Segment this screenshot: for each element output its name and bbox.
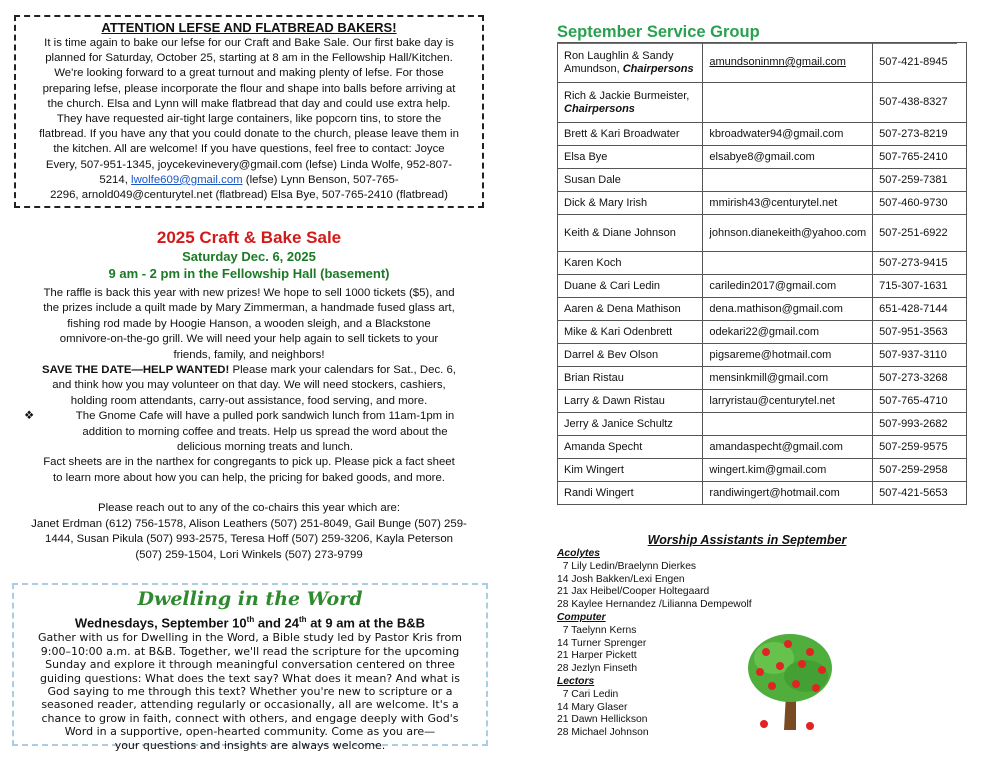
service-name: Amanda Specht	[564, 440, 643, 453]
service-phone: 507-438-8327	[873, 83, 967, 123]
save-the-date-paragraph	[14, 363, 484, 409]
save-text: Please mark your calendars for Sat., Dec. 6,	[229, 364, 456, 377]
service-email[interactable]: cariledin2017@gmail.com	[703, 275, 873, 298]
worship-assignment: 14 Turner Sprenger	[557, 637, 647, 649]
service-row	[558, 459, 967, 482]
cochairs-paragraph	[14, 501, 484, 563]
service-phone: 507-259-9575	[873, 436, 967, 459]
save-the-date-label: SAVE THE DATE—HELP WANTED!	[42, 364, 230, 377]
service-name-cell	[558, 367, 703, 390]
service-name-cell	[558, 252, 703, 275]
service-row	[558, 390, 967, 413]
worship-assignment: 21 Jax Heibel/Cooper Holtegaard	[557, 586, 710, 598]
cochairs-line: (507) 259-1504, Lori Winkels (507) 273-9799	[135, 548, 363, 561]
service-phone: 507-765-4710	[873, 390, 967, 413]
service-row	[558, 413, 967, 436]
lefse-line	[22, 173, 476, 188]
worship-section-label: Lectors	[557, 675, 595, 687]
worship-assignment: 21 Harper Pickett	[557, 650, 637, 662]
service-name-cell	[558, 390, 703, 413]
service-name-cell	[558, 482, 703, 505]
service-email[interactable]: amundsoninmn@gmail.com	[703, 43, 873, 83]
service-name-cell	[558, 298, 703, 321]
schedule-text: Wednesdays, September 10	[74, 615, 247, 631]
raffle-line: the prizes include a quilt made by Mary Zimmerman, a handmade fused glass art,	[43, 302, 455, 315]
service-name: Aaren & Dena Mathison	[564, 302, 681, 315]
cochairs-line: 1444, Susan Pikula (507) 993-2575, Teresa Hoff (507) 259-3206, Kayla Peterson	[44, 533, 453, 546]
service-phone: 651-428-7144	[873, 298, 967, 321]
service-row	[558, 298, 967, 321]
service-name: Karen Koch	[564, 256, 622, 269]
service-row	[558, 215, 967, 252]
service-phone: 507-460-9730	[873, 192, 967, 215]
service-name-cell	[558, 169, 703, 192]
raffle-paragraph	[14, 286, 484, 363]
service-name: Duane & Cari Ledin	[564, 279, 661, 292]
craft-sale-title: 2025 Craft & Bake Sale	[156, 228, 342, 247]
service-email	[703, 252, 873, 275]
lefse-line: They have requested air-tight large containers, like popcorn tins, to store the	[56, 113, 442, 126]
service-phone: 507-993-2682	[873, 413, 967, 436]
service-email[interactable]: elsabye8@gmail.com	[703, 146, 873, 169]
service-phone: 507-951-3563	[873, 321, 967, 344]
diamond-bullet-icon: ❖	[24, 410, 35, 423]
worship-section-label: Acolytes	[557, 548, 600, 559]
bullet-line: delicious morning treats and lunch.	[176, 441, 354, 454]
service-name-cell	[558, 275, 703, 298]
worship-assignment: 7 Cari Ledin	[557, 688, 619, 700]
service-email[interactable]: pigsareme@hotmail.com	[703, 344, 873, 367]
lefse-text: (lefse) Lynn Benson, 507-765-	[242, 173, 399, 186]
worship-assignment: 21 Dawn Hellickson	[557, 714, 648, 726]
dwelling-schedule	[20, 611, 480, 631]
lefse-text: 5214,	[99, 173, 132, 186]
service-phone: 507-273-8219	[873, 123, 967, 146]
dwelling-line: chance to grow in faith, connect with others, and engage deeply with God's	[41, 711, 459, 725]
lefse-line: flatbread. If you have any that you could donate to the church, please leave them in	[39, 128, 459, 141]
service-name-cell	[558, 321, 703, 344]
service-name: Kim Wingert	[564, 463, 624, 476]
worship-assignment: 28 Michael Johnson	[557, 727, 649, 739]
service-row	[558, 252, 967, 275]
service-email[interactable]: odekari22@gmail.com	[703, 321, 873, 344]
lefse-line: 2296, arnold049@centurytel.net (flatbread) Elsa Bye, 507-765-2410 (flatbread)	[50, 189, 448, 202]
service-name-cell	[558, 459, 703, 482]
service-phone: 507-421-8945	[873, 43, 967, 83]
craft-sale-section	[14, 228, 484, 563]
service-name: Ron Laughlin & Sandy Amundson,	[564, 49, 674, 75]
gnome-cafe-text	[46, 409, 484, 455]
lefse-notice-box	[14, 15, 484, 208]
service-row	[558, 436, 967, 459]
dwelling-line: guiding questions: What does the text say? What does it mean? And what is	[40, 671, 460, 685]
service-email[interactable]: johnson.dianekeith@yahoo.com	[703, 215, 873, 252]
raffle-line: fishing rod made by Hoogie Hanson, a wooden sleigh, and a Blackstone	[67, 317, 431, 330]
service-group-title: September Service Group	[557, 22, 957, 44]
schedule-text: and 24	[254, 615, 300, 631]
service-email	[703, 83, 873, 123]
service-name: Keith & Diane Johnson	[564, 226, 676, 239]
save-line: and think how you may volunteer on that day. We will need stockers, cashiers,	[52, 379, 446, 392]
service-row	[558, 275, 967, 298]
bullet-line: addition to morning coffee and treats. Help us spread the word about the	[82, 425, 448, 438]
save-line: holding room attendants, carry-out assistance, food serving, and more.	[70, 394, 428, 407]
fact-sheets-paragraph	[14, 455, 484, 486]
fact-line: Fact sheets are in the narthex for congregants to pick up. Please pick a fact sheet	[43, 456, 455, 469]
dwelling-line: 9:00–10:00 a.m. at B&B. Together, we'll read the scripture for the upcoming	[40, 644, 460, 658]
raffle-line: friends, family, and neighbors!	[173, 348, 325, 361]
service-name-cell	[558, 344, 703, 367]
service-row	[558, 169, 967, 192]
service-name: Elsa Bye	[564, 150, 608, 163]
worship-section-label: Computer	[557, 611, 606, 623]
service-phone: 507-273-3268	[873, 367, 967, 390]
service-name: Randi Wingert	[564, 486, 634, 499]
service-phone: 507-273-9415	[873, 252, 967, 275]
craft-sale-time: 9 am - 2 pm in the Fellowship Hall (basement)	[108, 266, 390, 281]
service-email	[703, 413, 873, 436]
lefse-line: Every, 507-951-1345, joycekevinevery@gmail.com (lefse) Linda Wolfe, 952-807-	[45, 158, 453, 171]
service-row	[558, 367, 967, 390]
lefse-heading: ATTENTION LEFSE AND FLATBREAD BAKERS!	[101, 20, 397, 35]
cochairs-line: Please reach out to any of the co-chairs this year which are:	[97, 502, 400, 515]
service-row	[558, 43, 967, 83]
schedule-text: at 9 am at the B&B	[306, 615, 426, 631]
worship-assignment: 7 Lily Ledin/Braelynn Dierkes	[557, 560, 697, 572]
service-row	[558, 192, 967, 215]
service-phone: 715-307-1631	[873, 275, 967, 298]
chairperson-role: Chairpersons	[564, 102, 635, 115]
worship-assignment: 7 Taelynn Kerns	[557, 624, 637, 636]
dwelling-line: Sunday and explore it through meaningful conversation centered on three	[45, 658, 455, 672]
worship-assignment: 28 Jezlyn Finseth	[557, 663, 638, 675]
fact-line: to learn more about how you can help, the pricing for baked goods, and more.	[53, 471, 445, 484]
service-name-cell	[558, 192, 703, 215]
service-email[interactable]: larryristau@centurytel.net	[703, 390, 873, 413]
service-row	[558, 321, 967, 344]
service-email[interactable]: dena.mathison@gmail.com	[703, 298, 873, 321]
dwelling-line: your questions and insights are always welcome.	[114, 738, 386, 752]
service-phone: 507-937-3110	[873, 344, 967, 367]
dwelling-line: seasoned reader, attending regularly or occasionally, all are welcome. It's a	[41, 698, 459, 712]
service-phone: 507-259-2958	[873, 459, 967, 482]
service-name-cell	[558, 436, 703, 459]
service-name-cell	[558, 413, 703, 436]
bullet-line: The Gnome Cafe will have a pulled pork sandwich lunch from 11am-1pm in	[75, 410, 455, 423]
service-name: Dick & Mary Irish	[564, 196, 648, 209]
service-email[interactable]: randiwingert@hotmail.com	[703, 482, 873, 505]
lefse-line: planned for Saturday, October 25, starting at 8 am in the Fellowship Hall/Kitchen.	[45, 52, 453, 65]
service-name-cell	[558, 146, 703, 169]
service-email[interactable]: wingert.kim@gmail.com	[703, 459, 873, 482]
ordinal-suffix: th	[246, 615, 255, 624]
apple-tree-icon	[744, 632, 836, 730]
service-row	[558, 123, 967, 146]
lefse-line: We're looking forward to a great turnout and making plenty of lefse. For those	[54, 67, 444, 80]
gnome-cafe-bullet	[14, 409, 484, 455]
service-name: Darrel & Bev Olson	[564, 348, 659, 361]
dwelling-line: God saying to me through this text? Whether you're new to scripture or a	[47, 684, 453, 698]
service-row	[558, 482, 967, 505]
service-name-cell	[558, 215, 703, 252]
service-email[interactable]: mensinkmill@gmail.com	[703, 367, 873, 390]
worship-assignment: 28 Kaylee Hernandez /Lilianna Dempewolf	[557, 599, 752, 611]
service-email[interactable]: kbroadwater94@gmail.com	[703, 123, 873, 146]
service-email[interactable]: mmirish43@centurytel.net	[703, 192, 873, 215]
worship-assignment: 14 Mary Glaser	[557, 701, 628, 713]
wolfe-email-link[interactable]: lwolfe609@gmail.com	[131, 173, 243, 186]
craft-sale-date: Saturday Dec. 6, 2025	[182, 249, 316, 264]
service-name: Brett & Kari Broadwater	[564, 127, 680, 140]
lefse-body	[22, 36, 476, 203]
lefse-line: the church. Elsa and Lynn will make flatbread that day and could use extra help.	[47, 97, 451, 110]
raffle-line: The raffle is back this year with new prizes! We hope to sell 1000 tickets ($5), and	[43, 287, 455, 299]
service-name: Jerry & Janice Schultz	[564, 417, 673, 430]
chairperson-role: Chairpersons	[622, 62, 694, 75]
dwelling-body	[20, 631, 480, 752]
service-name-cell	[558, 43, 703, 83]
save-line	[14, 363, 484, 378]
service-row	[558, 344, 967, 367]
service-name: Brian Ristau	[564, 371, 624, 384]
worship-assistants-title: Worship Assistants in September	[647, 533, 847, 547]
dwelling-title: Dwelling in the Word	[137, 588, 363, 610]
service-name: Mike & Kari Odenbrett	[564, 325, 673, 338]
service-name-cell	[558, 123, 703, 146]
service-name: Susan Dale	[564, 173, 621, 186]
worship-assignment: 14 Josh Bakken/Lexi Engen	[557, 573, 685, 585]
service-phone: 507-421-5653	[873, 482, 967, 505]
service-phone: 507-259-7381	[873, 169, 967, 192]
ordinal-suffix: th	[299, 615, 307, 624]
service-email[interactable]: amandaspecht@gmail.com	[703, 436, 873, 459]
lefse-line: It is time again to bake our lefse for our Craft and Bake Sale. Our first bake day is	[44, 37, 454, 49]
service-phone: 507-251-6922	[873, 215, 967, 252]
lefse-line: the kitchen. All are welcome! If you have questions, feel free to contact: Joyce	[53, 143, 445, 156]
service-group-table	[557, 42, 967, 505]
dwelling-line: Gather with us for Dwelling in the Word, a Bible study led by Pastor Kris from	[38, 631, 462, 645]
dwelling-box	[12, 583, 488, 752]
lefse-line: preparing lefse, please incorporate the flour and shape into balls before arriving at	[42, 82, 456, 95]
service-row	[558, 83, 967, 123]
service-name: Rich & Jackie Burmeister,	[564, 89, 690, 102]
service-name: Larry & Dawn Ristau	[564, 394, 665, 407]
service-phone: 507-765-2410	[873, 146, 967, 169]
service-email	[703, 169, 873, 192]
raffle-line: omnivore-on-the-go grill. We will need your help again to sell tickets to your	[59, 333, 439, 346]
dwelling-line: Word in a supportive, open-hearted community. Come as you are—	[64, 725, 436, 739]
service-name-cell	[558, 83, 703, 123]
service-row	[558, 146, 967, 169]
cochairs-line: Janet Erdman (612) 756-1578, Alison Leathers (507) 251-8049, Gail Bunge (507) 259-	[31, 517, 467, 530]
